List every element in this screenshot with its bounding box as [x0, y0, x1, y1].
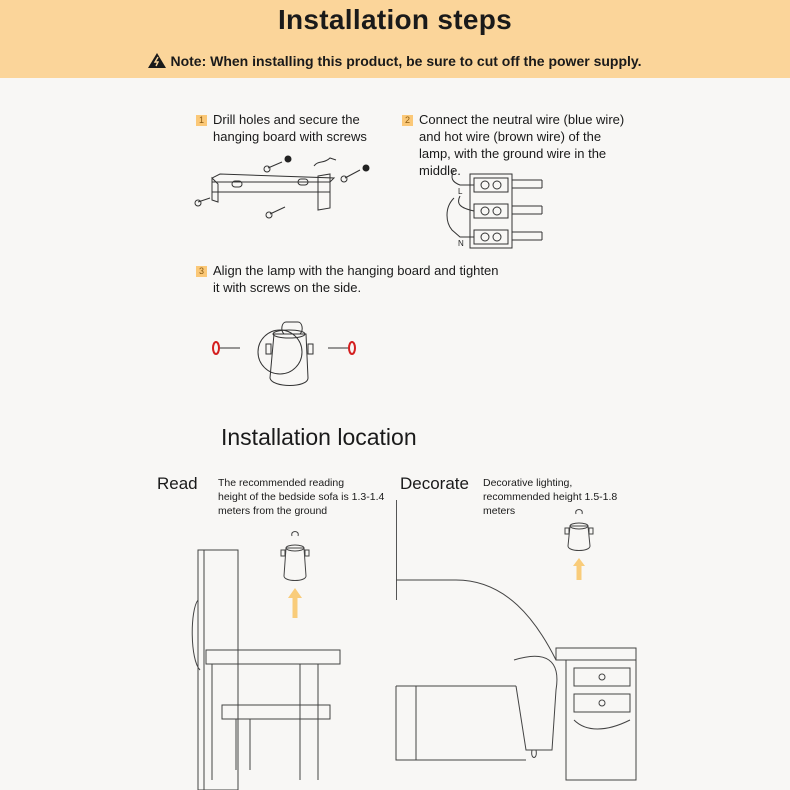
read-desc-line: The recommended reading [218, 477, 345, 489]
power-warning-note [0, 53, 790, 71]
step-3-line: it with screws on the side. [213, 280, 362, 295]
up-arrow-icon [288, 588, 302, 618]
hanging-board-illustration [190, 150, 380, 225]
step-2-line: and hot wire (brown wire) of the [419, 129, 602, 144]
neutral-terminal-label: N [458, 239, 464, 248]
decorate-desc-line: meters [483, 505, 516, 517]
step-3-number: 3 [196, 266, 207, 277]
decorate-desc-line: recommended height 1.5-1.8 [483, 491, 618, 503]
lamp-mount-illustration [210, 318, 360, 398]
step-3-text [213, 262, 498, 296]
step-1-text [213, 111, 367, 145]
step-1-number: 1 [196, 115, 207, 126]
read-description [218, 476, 384, 518]
step-1-line: Drill holes and secure the [213, 112, 360, 127]
location-title: Installation location [221, 424, 417, 450]
decorate-desc-line: Decorative lighting, [483, 477, 573, 489]
up-arrow-icon [573, 558, 585, 580]
live-terminal-label: L [458, 187, 463, 196]
step-2-line: lamp, with the ground wire in the [419, 146, 607, 161]
warning-icon [148, 53, 166, 71]
decorate-scene-illustration [396, 510, 790, 790]
step-3-line: Align the lamp with the hanging board and tighten [213, 263, 499, 278]
step-2-number: 2 [402, 115, 413, 126]
reading-scene-illustration [190, 530, 390, 790]
step-2-line: Connect the neutral wire (blue wire) [419, 112, 625, 127]
decorate-label: Decorate [400, 474, 469, 493]
read-label: Read [157, 474, 198, 493]
page-title: Installation steps [277, 4, 513, 35]
header-banner [0, 0, 790, 78]
read-desc-line: height of the bedside sofa is 1.3-1.4 [218, 491, 385, 503]
step-2-line: middle. [419, 163, 461, 178]
note-text: Note: When installing this product, be sure to cut off the power supply. [170, 53, 642, 69]
step-1-line: hanging board with screws [213, 129, 367, 144]
terminal-block-illustration [440, 168, 550, 253]
read-desc-line: meters from the ground [218, 505, 328, 517]
